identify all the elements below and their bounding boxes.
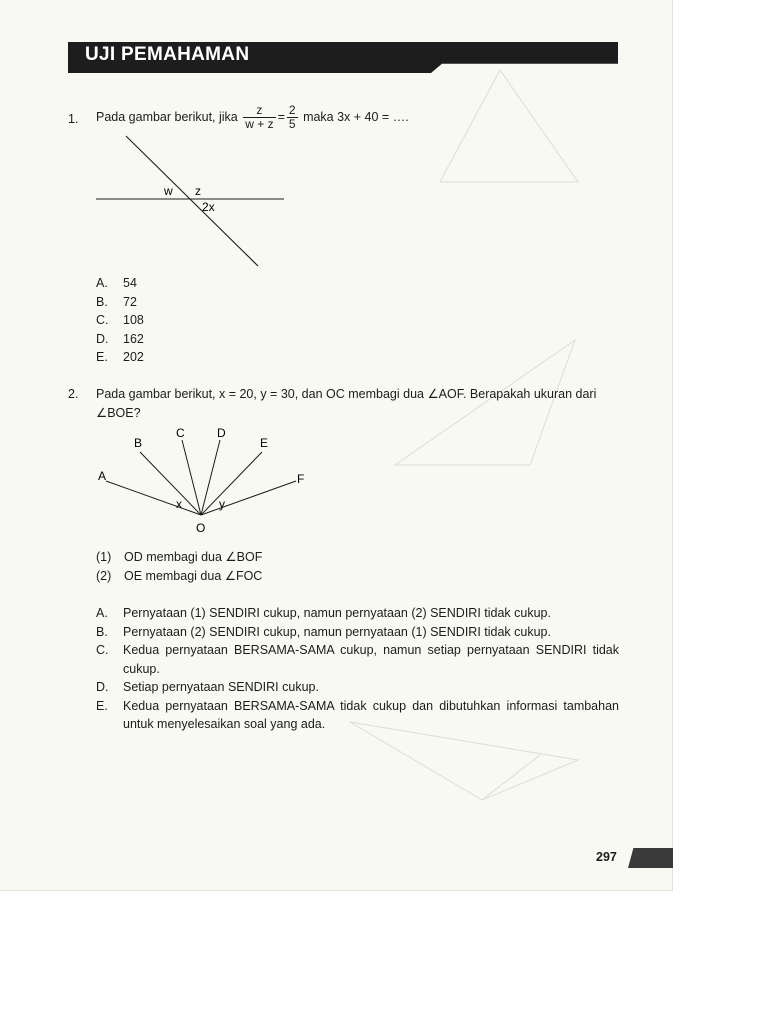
option-text: Pernyataan (2) SENDIRI cukup, namun pernyataan (1) SENDIRI tidak cukup.	[123, 624, 551, 639]
question-2-options	[96, 604, 619, 734]
option-letter: A.	[96, 606, 108, 620]
option-text: 72	[123, 294, 137, 309]
option-text: Setiap pernyataan SENDIRI cukup.	[123, 680, 319, 694]
option-letter: D.	[96, 331, 109, 346]
option-text: Pernyataan (1) SENDIRI cukup, namun pernyataan (2) SENDIRI tidak cukup.	[123, 606, 551, 620]
option-c[interactable]	[96, 641, 619, 678]
option-letter: E.	[96, 698, 108, 713]
equals-sign: =	[277, 109, 285, 124]
option-text: 108	[123, 313, 144, 327]
option-a[interactable]	[96, 604, 619, 623]
option-letter: B.	[96, 294, 108, 309]
page-number-tab	[628, 848, 673, 868]
question-2-figure	[0, 0, 672, 560]
point-label-f: F	[297, 472, 305, 486]
option-text: Kedua pernyataan BERSAMA-SAMA cukup, namun setiap pernyataan SENDIRI tidak cukup.	[123, 643, 619, 676]
ray-ob	[140, 452, 201, 515]
option-b[interactable]	[96, 623, 619, 642]
angle-label-x: x	[176, 497, 182, 511]
angle-label-2x: 2x	[202, 200, 215, 214]
angle-label-w: w	[164, 184, 173, 198]
statement-text: OD membagi dua ∠BOF	[124, 550, 263, 564]
statement-text: OE membagi dua ∠FOC	[124, 568, 263, 583]
question-2-line-1: Pada gambar berikut, x = 20, y = 30, dan OC membagi dua ∠AOF. Berapakah ukuran dari	[96, 387, 597, 401]
angle-label-z: z	[195, 184, 201, 198]
option-letter: D.	[96, 680, 109, 694]
ray-oa	[106, 481, 201, 515]
fraction-denominator: w + z	[245, 117, 274, 131]
option-letter: C.	[96, 313, 109, 327]
page-number: 297	[596, 850, 617, 864]
statement-number: (1)	[96, 550, 112, 564]
option-text: 202	[123, 350, 144, 364]
question-1-number: 1.	[68, 112, 79, 126]
fraction-denominator: 5	[288, 117, 296, 131]
angle-label-y: y	[219, 497, 225, 511]
ray-oc	[182, 440, 201, 515]
statement-1	[96, 548, 262, 567]
option-e[interactable]	[96, 697, 619, 734]
option-letter: E.	[96, 350, 108, 364]
option-d[interactable]	[96, 678, 619, 697]
point-label-d: D	[217, 426, 226, 440]
fraction-numerator: 2	[288, 103, 296, 117]
question-2-statements	[96, 548, 262, 585]
statement-2	[96, 567, 262, 586]
fraction-numerator: z	[243, 104, 275, 118]
question-1-ending: maka 3x + 40 = ….	[303, 109, 409, 124]
option-text: 162	[123, 331, 144, 346]
question-2-line-2: ∠BOE?	[96, 406, 141, 420]
option-letter: B.	[96, 624, 108, 639]
option-letter: C.	[96, 643, 109, 657]
point-label-b: B	[134, 436, 143, 450]
point-label-a: A	[98, 469, 107, 483]
option-letter: A.	[96, 276, 108, 290]
option-text: Kedua pernyataan BERSAMA-SAMA tidak cukup dan dibutuhkan informasi tambahan untuk menyelesaikan soal yang ada.	[123, 698, 619, 731]
section-title: UJI PEMAHAMAN	[85, 44, 250, 65]
statement-number: (2)	[96, 568, 112, 583]
question-1-intro: Pada gambar berikut, jika	[96, 109, 238, 124]
point-label-c: C	[176, 426, 185, 440]
ray-od	[201, 440, 220, 515]
question-2-number: 2.	[68, 387, 79, 401]
point-label-o: O	[196, 521, 206, 535]
ray-oe	[201, 452, 262, 515]
point-label-e: E	[260, 436, 269, 450]
ray-of	[201, 481, 296, 515]
option-text: 54	[123, 276, 137, 290]
